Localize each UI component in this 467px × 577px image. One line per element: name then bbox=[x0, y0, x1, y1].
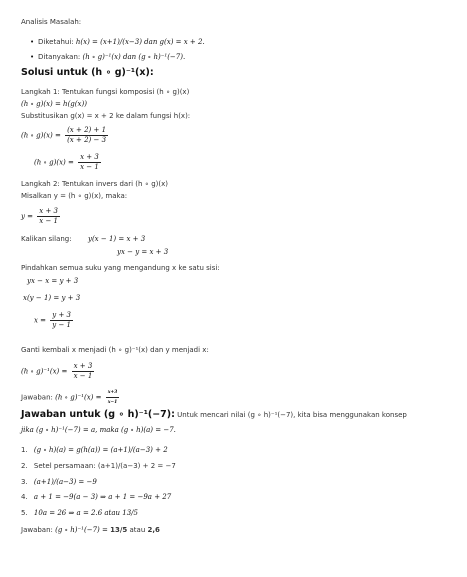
answer2-decimal: 2,6 bbox=[147, 526, 160, 534]
hg-simplified bbox=[34, 153, 103, 172]
list-item-text: a + 1 = −9(a − 3) ⇒ a + 1 = −9a + 27 bbox=[33, 493, 172, 501]
hg-equation bbox=[21, 126, 110, 145]
y-numerator: x + 3 bbox=[39, 207, 58, 215]
section2-intro-2: jika (g ∘ h)⁻¹(−7) = a, maka (g ∘ h)(a) = −7. bbox=[21, 426, 176, 434]
list-item-text: 10a = 26 ⇒ a = 2.6 atau 13/5 bbox=[33, 509, 138, 517]
step1-text: Langkah 1: Tentukan fungsi komposisi (h ∘ g)(x) bbox=[21, 88, 190, 96]
hg-lhs: (h ∘ g)(x) = bbox=[21, 131, 61, 140]
asked-label: Ditanyakan: bbox=[38, 53, 81, 61]
given-label: Diketahui: bbox=[38, 38, 74, 46]
list-item-text: (a+1)/(a−3) = −9 bbox=[33, 478, 97, 486]
section2-intro: Untuk mencari nilai (g ∘ h)⁻¹(−7), kita bisa menggunakan konsep bbox=[177, 411, 407, 419]
list-item bbox=[21, 478, 97, 487]
given-formula: h(x) = (x+1)/(x−3) dan g(x) = x + 2. bbox=[75, 38, 205, 46]
list-item bbox=[21, 446, 168, 455]
inverse-equation bbox=[21, 362, 96, 381]
replace-text: Ganti kembali x menjadi (h ∘ g)⁻¹(x) dan y menjadi x: bbox=[21, 346, 209, 354]
inverse-lhs: (h ∘ g)⁻¹(x) = bbox=[21, 367, 68, 376]
list-item-number: 5. bbox=[21, 509, 28, 517]
list-item bbox=[21, 462, 176, 471]
answer1-lhs: (h ∘ g)⁻¹(x) = bbox=[55, 393, 102, 402]
given-item bbox=[38, 38, 205, 47]
answer1-numerator: x+3 bbox=[106, 388, 120, 398]
move-eq-2: x(y − 1) = y + 3 bbox=[23, 294, 81, 302]
substitute-text: Substitusikan g(x) = x + 2 ke dalam fungsi h(x): bbox=[21, 112, 191, 120]
section2-header bbox=[21, 410, 407, 420]
move-eq-1: yx − x = y + 3 bbox=[27, 277, 79, 285]
list-item-number: 2. bbox=[21, 462, 28, 470]
asked-formula: (h ∘ g)⁻¹(x) dan (g ∘ h)⁻¹(−7). bbox=[82, 53, 186, 61]
let-text: Misalkan y = (h ∘ g)(x), maka: bbox=[21, 192, 128, 200]
x-equation bbox=[34, 311, 75, 330]
list-item-text: (g ∘ h)(a) = g(h(a)) = (a+1)/(a−3) + 2 bbox=[33, 446, 168, 454]
hg-denominator: (x + 2) − 3 bbox=[67, 136, 107, 144]
hg2-numerator: x + 3 bbox=[80, 153, 99, 161]
section1-title: Solusi untuk (h ∘ g)⁻¹(x): bbox=[21, 67, 154, 78]
answer2-or: atau bbox=[129, 526, 146, 534]
y-lhs: y = bbox=[21, 212, 34, 221]
x-denominator: y − 1 bbox=[52, 321, 72, 329]
hg2-lhs: (h ∘ g)(x) = bbox=[34, 158, 74, 167]
inverse-denominator: x − 1 bbox=[73, 372, 93, 380]
list-item bbox=[21, 509, 138, 518]
cross-eq-1: y(x − 1) = x + 3 bbox=[88, 235, 146, 243]
composition-eq: (h ∘ g)(x) = h(g(x)) bbox=[21, 100, 87, 108]
x-lhs: x = bbox=[34, 316, 47, 325]
y-equation bbox=[21, 207, 62, 226]
inverse-fraction bbox=[72, 362, 95, 381]
hg-fraction bbox=[65, 126, 108, 145]
hg2-denominator: x − 1 bbox=[80, 163, 99, 171]
cross-eq-2: yx − y = x + 3 bbox=[117, 248, 169, 256]
y-fraction bbox=[37, 207, 60, 226]
hg2-fraction bbox=[78, 153, 101, 172]
list-item-text: Setel persamaan: (a+1)/(a−3) + 2 = −7 bbox=[33, 462, 176, 470]
answer2-lhs: (g ∘ h)⁻¹(−7) = bbox=[55, 526, 108, 534]
answer2-fraction: 13/5 bbox=[110, 526, 128, 534]
asked-item bbox=[38, 53, 185, 62]
inverse-numerator: x + 3 bbox=[73, 362, 93, 370]
cross-label: Kalikan silang: bbox=[21, 235, 72, 243]
answer1-denominator: x−1 bbox=[107, 400, 118, 405]
move-text: Pindahkan semua suku yang mengandung x ke satu sisi: bbox=[21, 264, 220, 272]
x-fraction bbox=[50, 311, 73, 330]
x-numerator: y + 3 bbox=[52, 311, 72, 319]
y-denominator: x − 1 bbox=[39, 217, 58, 225]
list-item-number: 4. bbox=[21, 493, 28, 501]
answer1-fraction bbox=[106, 388, 120, 407]
hg-numerator: (x + 2) + 1 bbox=[67, 126, 107, 134]
answer2-label: Jawaban: bbox=[21, 526, 53, 534]
answer1 bbox=[21, 388, 121, 407]
list-item bbox=[21, 493, 171, 502]
analysis-title: Analisis Masalah: bbox=[21, 18, 82, 26]
section2-title: Jawaban untuk (g ∘ h)⁻¹(−7): bbox=[21, 409, 175, 420]
list-item-number: 1. bbox=[21, 446, 28, 454]
answer2 bbox=[21, 526, 160, 535]
step2-text: Langkah 2: Tentukan invers dari (h ∘ g)(x) bbox=[21, 180, 169, 188]
list-item-number: 3. bbox=[21, 478, 28, 486]
answer1-label: Jawaban: bbox=[21, 393, 53, 402]
